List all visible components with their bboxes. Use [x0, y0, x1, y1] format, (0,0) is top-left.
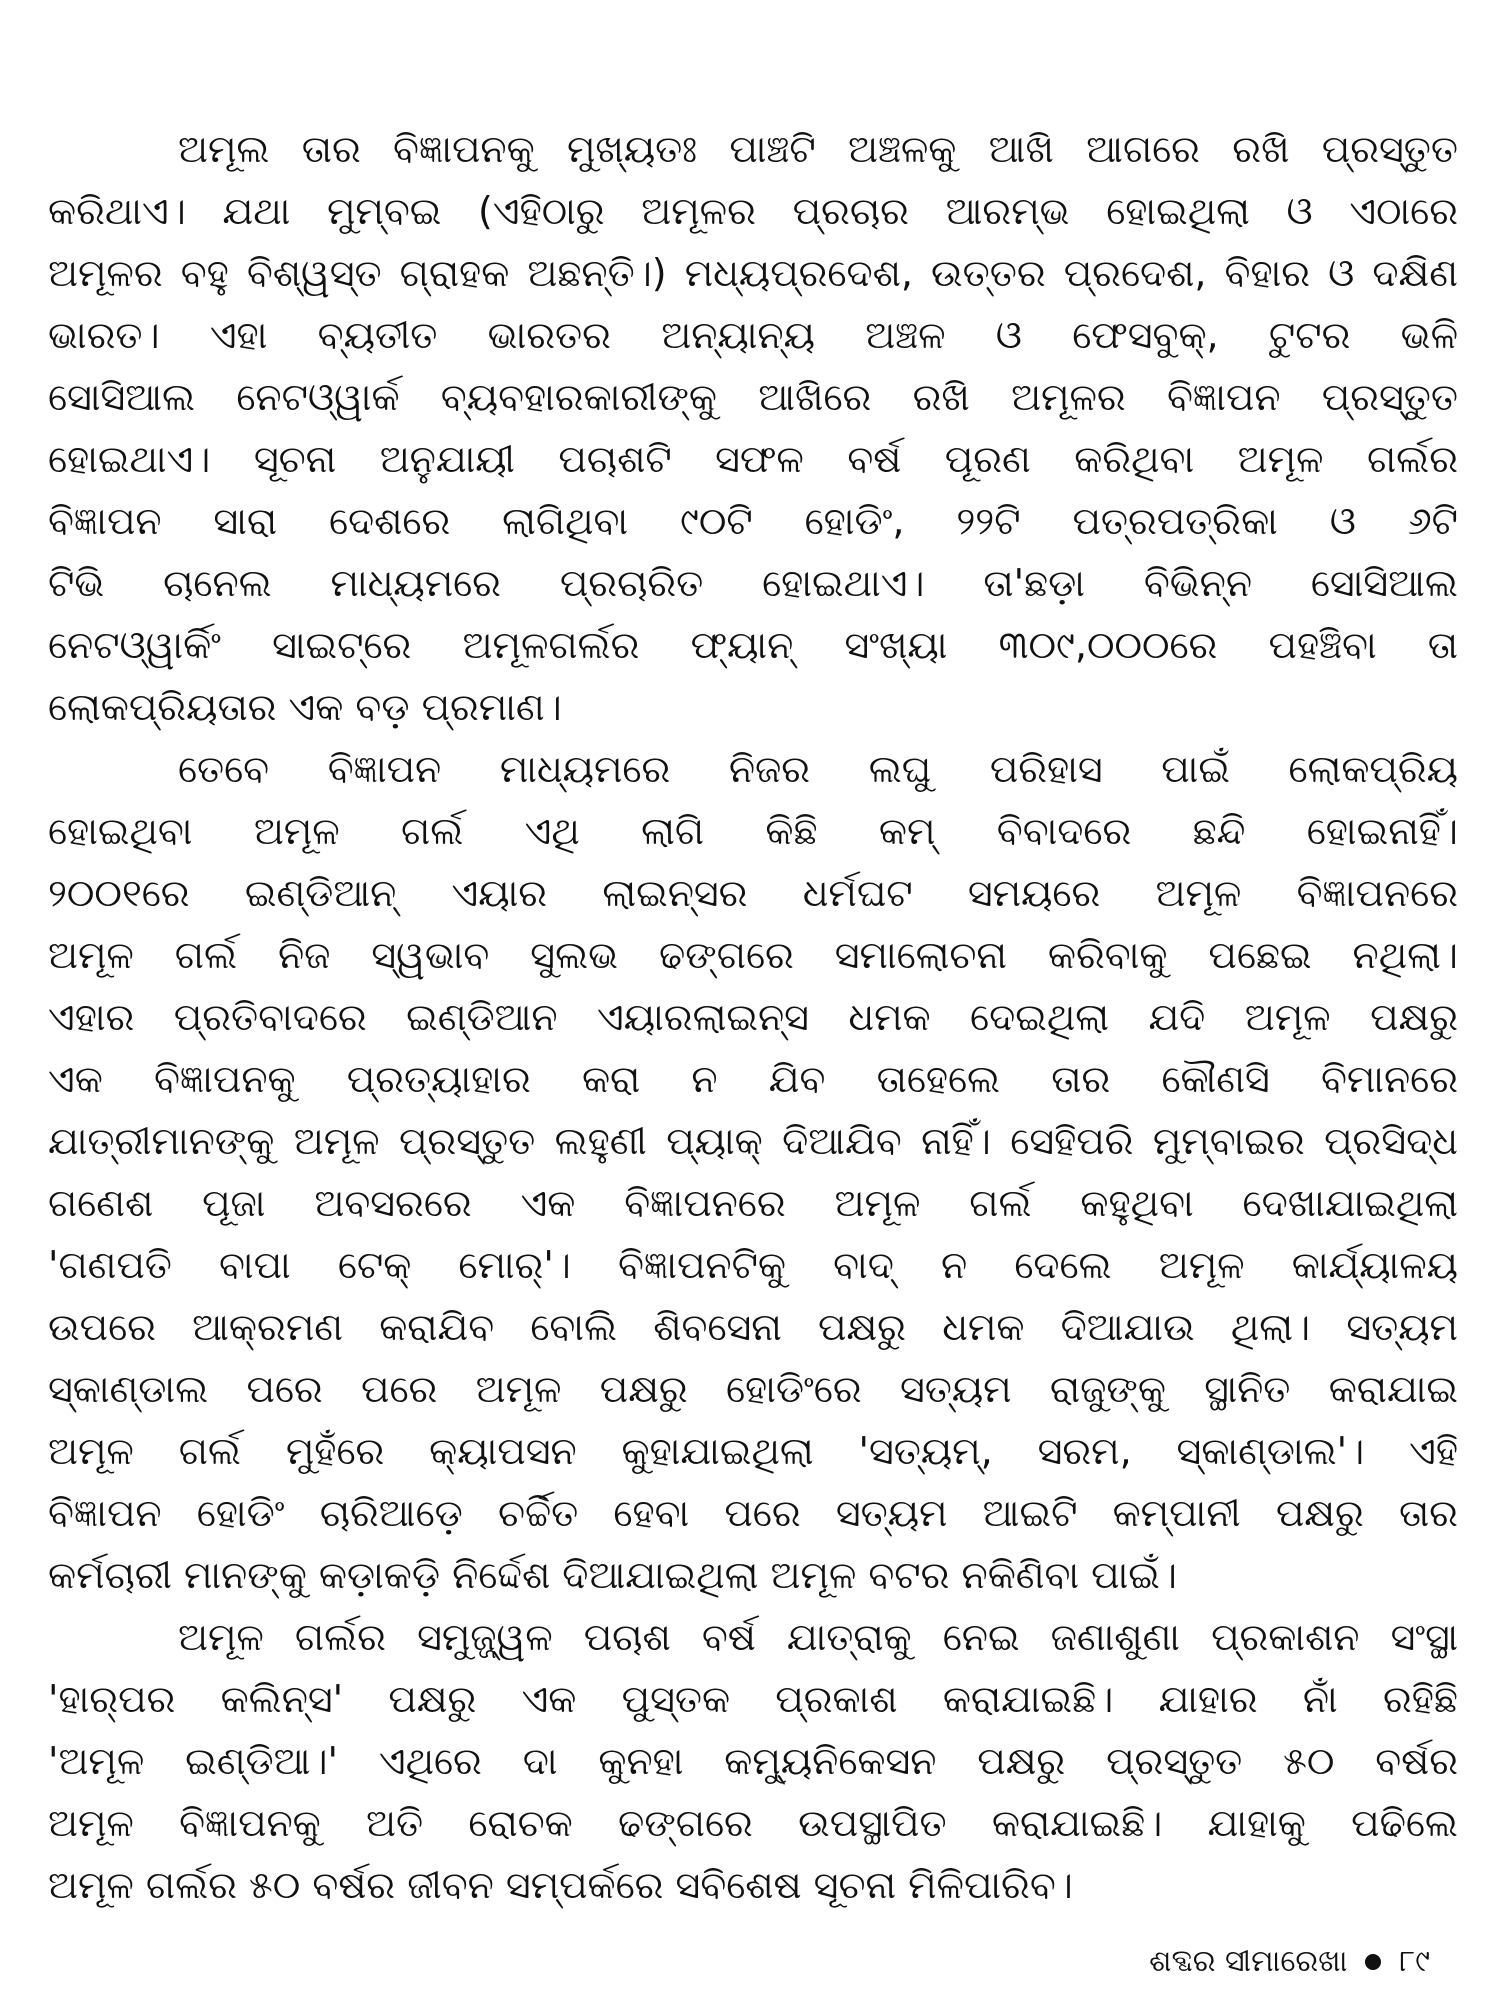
paragraph-2-line-3: ୨୦୦୧ରେ ଇଣ୍ଡିଆନ୍ ଏୟାର ଲାଇନ୍ସର ଧର୍ମଘଟ ସମୟରେ ଅମୂଳ ବିଜ୍ଞାପନରେ [48, 871, 1458, 915]
paragraph-2-line-13: ବିଜ୍ଞାପନ ହୋଡିଂ ଚାରିଆଡ଼େ ଚର୍ଚ୍ଚିତ ହେବା ପରେ ସତ୍ୟମ ଆଇଟି କମ୍ପାନୀ ପକ୍ଷରୁ ତାର [48, 1491, 1458, 1535]
paragraph-2-line-8: ଗଣେଶ ପୂଜା ଅବସରରେ ଏକ ବିଜ୍ଞାପନରେ ଅମୂଳ ଗର୍ଲ କହୁଥିବା ଦେଖାଯାଇଥିଲା [48, 1181, 1458, 1225]
paragraph-2-line-2: ହୋଇଥିବା ଅମୂଳ ଗର୍ଲ ଏଥି ଲାଗି କିଛି କମ୍ ବିବାଦରେ ଛନ୍ଦି ହୋଇନାହିଁ। [48, 809, 1458, 853]
paragraph-2-line-10: ଉପରେ ଆକ୍ରମଣ କରାଯିବ ବୋଲି ଶିବସେନା ପକ୍ଷରୁ ଧମକ ଦିଆଯାଉ ଥିଲା। ସତ୍ୟମ [48, 1305, 1458, 1349]
paragraph-1-line-1: ଅମୂଲ ତାର ବିଜ୍ଞାପନକୁ ମୁଖ୍ୟତଃ ପାଞ୍ଚଟି ଅଞ୍ଚଳକୁ ଆଖି ଆଗରେ ରଖି ପ୍ରସ୍ତୁତ [178, 127, 1458, 171]
paragraph-3-line-2: 'ହାର୍‌ପର କଲିନ୍‌ସ' ପକ୍ଷରୁ ଏକ ପୁସ୍ତକ ପ୍ରକାଶ କରାଯାଇଛି। ଯାହାର ନାଁ ରହିଛି [48, 1677, 1458, 1721]
paragraph-1-line-2: କରିଥାଏ। ଯଥା ମୁମ୍ବଇ (ଏହିଠାରୁ ଅମୂଳର ପ୍ରଚାର ଆରମ୍ଭ ହୋଇଥିଲା ଓ ଏଠାରେ [48, 189, 1458, 233]
paragraph-2-line-9: 'ଗଣପତି ବାପା ଟେକ୍ ମୋର୍'। ବିଜ୍ଞାପନଟିକୁ ବାଦ୍ ନ ଦେଲେ ଅମୂଳ କାର୍ଯ୍ୟାଳୟ [48, 1243, 1458, 1287]
paragraph-2-line-1: ତେବେ ବିଜ୍ଞାପନ ମାଧ୍ୟମରେ ନିଜର ଲଘୁ ପରିହାସ ପାଇଁ ଲୋକପ୍ରିୟ [178, 747, 1458, 791]
paragraph-2-line-12: ଅମୂଳ ଗର୍ଲ ମୁହଁରେ କ୍ୟାପସନ କୁହାଯାଇଥିଲା 'ସତ୍ୟମ୍, ସରମ, ସ୍କାଣ୍ଡାଲ'। ଏହି [48, 1429, 1458, 1473]
paragraph-2-line-5: ଏହାର ପ୍ରତିବାଦରେ ଇଣ୍ଡିଆନ ଏୟାରଲାଇନ୍‌ସ ଧମକ ଦେଇଥିଲା ଯଦି ଅମୂଳ ପକ୍ଷରୁ [48, 995, 1458, 1039]
paragraph-1-line-6: ହୋଇଥାଏ। ସୂଚନା ଅନୁଯାୟୀ ପଚାଶଟି ସଫଳ ବର୍ଷ ପୂରଣ କରିଥିବା ଅମୂଳ ଗର୍ଲର [48, 437, 1458, 481]
paragraph-1-line-9: ନେଟଓ୍ୱାର୍କିଂ ସାଇଟ୍‌ରେ ଅମୂଳଗର୍ଲର ଫ୍ୟାନ୍ ସଂଖ୍ୟା ୩୦୯,୦୦୦ରେ ପହଞ୍ଚିବା ତା [48, 623, 1458, 667]
page-footer [1149, 1942, 1430, 1982]
bullet-icon [1365, 1954, 1381, 1970]
paragraph-1-line-3: ଅମୂଳର ବହୁ ବିଶ୍ୱସ୍ତ ଗ୍ରାହକ ଅଛନ୍ତି।) ମଧ୍ୟପ୍ରଦେଶ, ଉତ୍ତର ପ୍ରଦେଶ, ବିହାର ଓ ଦକ୍ଷିଣ [48, 251, 1458, 295]
paragraph-3-line-3: 'ଅମୂଳ ଇଣ୍ଡିଆ।' ଏଥିରେ ଦା କୁନହା କମ୍ୟୁନିକେସନ ପକ୍ଷରୁ ପ୍ରସ୍ତୁତ ୫୦ ବର୍ଷର [48, 1739, 1458, 1783]
footer-book-title: ଶବ୍ଦର ସୀମାରେଖା [1149, 1944, 1348, 1979]
paragraph-3-line-4: ଅମୂଳ ବିଜ୍ଞାପନକୁ ଅତି ରୋଚକ ଢଙ୍ଗରେ ଉପସ୍ଥାପିତ କରାଯାଇଛି। ଯାହାକୁ ପଢିଲେ [48, 1801, 1458, 1845]
paragraph-1-line-10: ଲୋକପ୍ରିୟତାର ଏକ ବଡ଼ ପ୍ରମାଣ। [48, 685, 562, 729]
paragraph-1-line-7: ବିଜ୍ଞାପନ ସାରା ଦେଶରେ ଲାଗିଥିବା ୯୦ଟି ହୋଡିଂ, ୨୨ଟି ପତ୍ରପତ୍ରିକା ଓ ୬ଟି [48, 499, 1458, 543]
paragraph-3-line-1: ଅମୂଳ ଗର୍ଲର ସମୁଜ୍ଜ୍ୱଳ ପଚାଶ ବର୍ଷ ଯାତ୍ରାକୁ ନେଇ ଜଣାଶୁଣା ପ୍ରକାଶନ ସଂସ୍ଥା [178, 1615, 1458, 1659]
document-page [48, 118, 1458, 1948]
paragraph-2-line-11: ସ୍କାଣ୍ଡାଲ ପରେ ପରେ ଅମୂଳ ପକ୍ଷରୁ ହୋଡିଂରେ ସତ୍ୟମ ରାଜୁଙ୍କୁ ସ୍ଥାନିତ କରାଯାଇ [48, 1367, 1458, 1411]
paragraph-1-line-8: ଟିଭି ଚାନେଲ ମାଧ୍ୟମରେ ପ୍ରଚାରିତ ହୋଇଥାଏ। ତା'ଛଡ଼ା ବିଭିନ୍ନ ସୋସିଆଲ [48, 561, 1458, 605]
paragraph-2-line-4: ଅମୂଳ ଗର୍ଲ ନିଜ ସ୍ୱଭାବ ସୁଲଭ ଢଙ୍ଗରେ ସମାଲୋଚନା କରିବାକୁ ପଛେଇ ନଥିଲା। [48, 933, 1458, 977]
paragraph-1-line-4: ଭାରତ। ଏହା ବ୍ୟତୀତ ଭାରତର ଅନ୍ୟାନ୍ୟ ଅଞ୍ଚଳ ଓ ଫେସବୁକ୍, ଟୁଟର ଭଳି [48, 313, 1458, 357]
paragraph-2-line-14: କର୍ମଚାରୀ ମାନଙ୍କୁ କଡ଼ାକଡ଼ି ନିର୍ଦ୍ଦେଶ ଦିଆଯାଇଥିଲା ଅମୂଳ ବଟର ନକିଣିବା ପାଇଁ। [48, 1553, 1177, 1597]
paragraph-2-line-6: ଏକ ବିଜ୍ଞାପନକୁ ପ୍ରତ୍ୟାହାର କରା ନ ଯିବ ତାହେଲେ ତାର କୌଣସି ବିମାନରେ [48, 1057, 1458, 1101]
footer-page-number: ୮୯ [1399, 1944, 1430, 1979]
paragraph-2-line-7: ଯାତ୍ରୀମାନଙ୍କୁ ଅମୂଳ ପ୍ରସ୍ତୁତ ଲହୁଣୀ ପ୍ୟାକ୍ ଦିଆଯିବ ନାହିଁ। ସେହିପରି ମୁମ୍ବାଇର ପ୍ରସିଦ୍ଧ [48, 1119, 1458, 1163]
paragraph-3-line-5: ଅମୂଳ ଗର୍ଲର ୫୦ ବର୍ଷର ଜୀବନ ସମ୍ପର୍କରେ ସବିଶେଷ ସୂଚନା ମିଳିପାରିବ। [48, 1863, 1073, 1907]
paragraph-1-line-5: ସୋସିଆଲ ନେଟଓ୍ୱାର୍କ ବ୍ୟବହାରକାରୀଙ୍କୁ ଆଖିରେ ରଖି ଅମୂଳର ବିଜ୍ଞାପନ ପ୍ରସ୍ତୁତ [48, 375, 1458, 419]
